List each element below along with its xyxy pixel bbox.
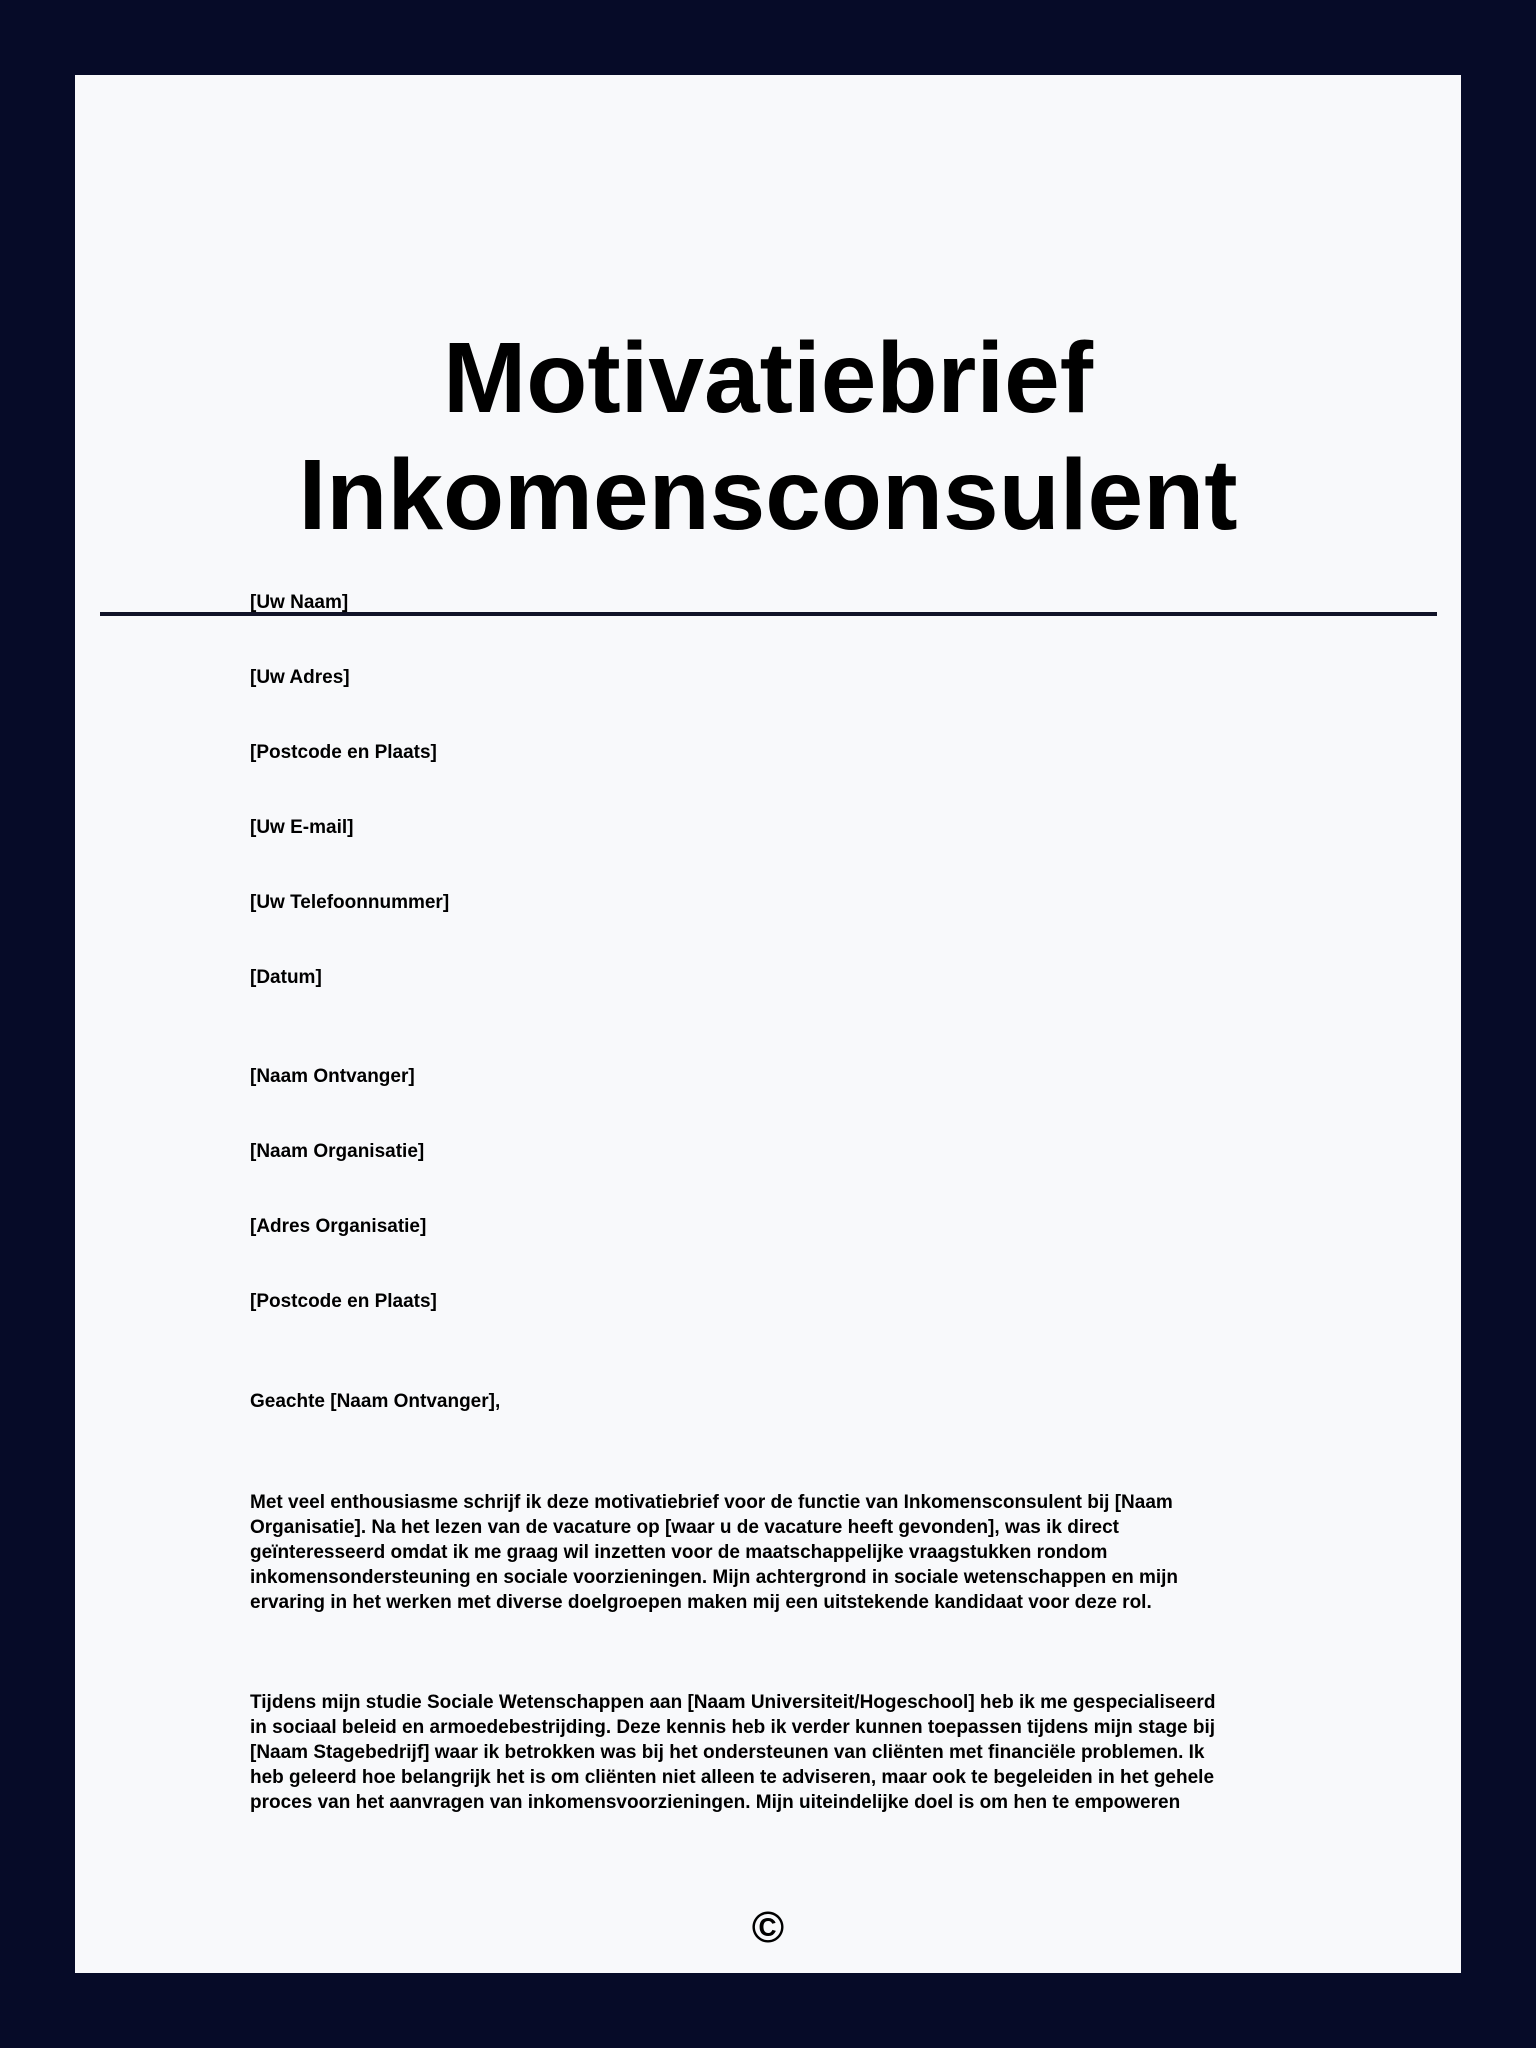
sender-phone: [Uw Telefoonnummer] [250, 892, 450, 913]
salutation: Geachte [Naam Ontvanger], [250, 1391, 501, 1412]
paragraph-line: ervaring in het werken met diverse doelgroepen maken mij een uitstekende kandidaat voor deze rol. [250, 1592, 1152, 1613]
sender-email: [Uw E-mail] [250, 817, 354, 838]
paragraph-line: Tijdens mijn studie Sociale Wetenschappen aan [Naam Universiteit/Hogeschool] heb ik me gespecialiseerd [250, 1692, 1216, 1713]
letter-page [75, 75, 1461, 1973]
paragraph-line: proces van het aanvragen van inkomensvoorzieningen. Mijn uiteindelijke doel is om hen te empoweren [250, 1792, 1181, 1813]
letter-date: [Datum] [250, 967, 322, 988]
paragraph-2 [250, 1690, 1215, 1815]
paragraph-line: [Naam Stagebedrijf] waar ik betrokken was bij het ondersteunen van cliënten met financiële problemen. Ik [250, 1742, 1205, 1763]
paragraph-line: heb geleerd hoe belangrijk het is om cliënten niet alleen te adviseren, maar ook te begeleiden in het gehele [250, 1767, 1215, 1788]
title-line-1: Motivatiebrief [442, 322, 1094, 434]
title-line-2: Inkomensconsulent [298, 439, 1238, 551]
sender-name: [Uw Naam] [250, 592, 349, 613]
paragraph-line: Organisatie]. Na het lezen van de vacature op [waar u de vacature heeft gevonden], was ik direct [250, 1517, 1119, 1538]
recipient-postcode: [Postcode en Plaats] [250, 1291, 437, 1312]
document-title [75, 320, 1461, 554]
sender-postcode: [Postcode en Plaats] [250, 742, 437, 763]
recipient-address: [Adres Organisatie] [250, 1216, 427, 1237]
paragraph-line: in sociaal beleid en armoedebestrijding. Deze kennis heb ik verder kunnen toepassen tijdens mijn stage bij [250, 1717, 1216, 1738]
recipient-organisation: [Naam Organisatie] [250, 1141, 425, 1162]
recipient-name: [Naam Ontvanger] [250, 1066, 415, 1087]
paragraph-1 [250, 1490, 1178, 1615]
copyright-icon: © [751, 1903, 785, 1952]
sender-address: [Uw Adres] [250, 667, 350, 688]
paragraph-line: geïnteresseerd omdat ik me graag wil inzetten voor de maatschappelijke vraagstukken rondom [250, 1542, 1108, 1563]
paragraph-line: Met veel enthousiasme schrijf ik deze motivatiebrief voor de functie van Inkomensconsulent bij [Naam [250, 1492, 1173, 1513]
paragraph-line: inkomensondersteuning en sociale voorzieningen. Mijn achtergrond in sociale wetenschappen en mijn [250, 1567, 1179, 1588]
